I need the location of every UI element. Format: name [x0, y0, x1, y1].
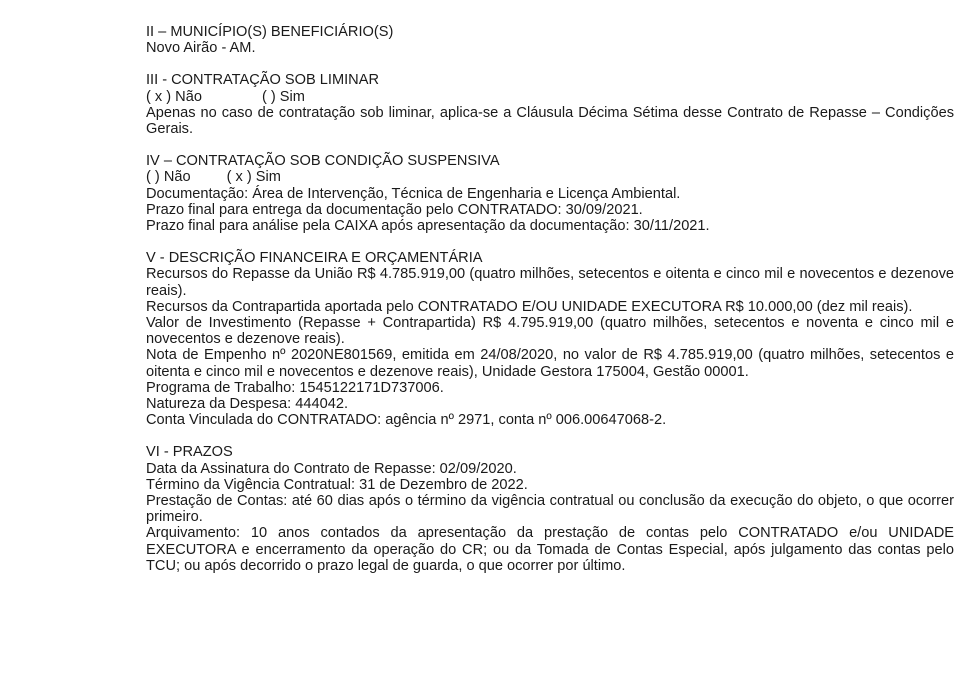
document-body: [146, 24, 954, 590]
valor-investimento-paragraph: Valor de Investimento (Repasse + Contrapartida) R$ 4.795.919,00 (quatro milhões, setecentos e noventa e cinco mil e novecentos e dezenove reais).: [146, 315, 954, 348]
data-assinatura-line: Data da Assinatura do Contrato de Repasse: 02/09/2020.: [146, 460, 517, 477]
prazo-entrega-line: Prazo final para entrega da documentação pelo CONTRATADO: 30/09/2021.: [146, 201, 643, 218]
section-heading: VI - PRAZOS: [146, 444, 233, 461]
option-nao: ( ) Não: [146, 169, 191, 186]
nota-empenho-paragraph: Nota de Empenho nº 2020NE801569, emitida em 24/08/2020, no valor de R$ 4.785.919,00 (quatro milhões, setecentos e oitenta e cinco mil e novecentos e dezenove reais), Unidade Gestora 175004, Gestão 00001.: [146, 347, 954, 380]
section-heading: II – MUNICÍPIO(S) BENEFICIÁRIO(S): [146, 24, 394, 40]
section-heading: III - CONTRATAÇÃO SOB LIMINAR: [146, 72, 379, 89]
prestacao-contas-paragraph: Prestação de Contas: até 60 dias após o término da vigência contratual ou conclusão da execução do objeto, o que ocorrer primeiro.: [146, 493, 954, 526]
options-row: [146, 89, 954, 105]
municipio-text: Novo Airão - AM.: [146, 40, 256, 57]
arquivamento-paragraph: Arquivamento: 10 anos contados da apresentação da prestação de contas pelo CONTRATADO e/ou UNIDADE EXECUTORA e encerramento da operação do CR; ou da Tomada de Contas Especial, após julgamento das contas pelo TCU; ou após decorrido o prazo legal de guarda, o que ocorrer por último.: [146, 525, 954, 574]
section-descricao-financeira: [146, 250, 954, 428]
option-sim: ( x ) Sim: [226, 169, 281, 186]
option-nao: ( x ) Não: [146, 88, 202, 105]
prazo-analise-line: Prazo final para análise pela CAIXA após apresentação da documentação: 30/11/2021.: [146, 218, 710, 235]
section-condicao-suspensiva: [146, 153, 954, 234]
liminar-paragraph: Apenas no caso de contratação sob liminar, aplica-se a Cláusula Décima Sétima desse Contrato de Repasse – Condições Gerais.: [146, 104, 954, 138]
section-prazos: [146, 444, 954, 574]
termino-vigencia-line: Término da Vigência Contratual: 31 de Dezembro de 2022.: [146, 476, 528, 493]
recursos-repasse-paragraph: Recursos do Repasse da União R$ 4.785.919,00 (quatro milhões, setecentos e oitenta e cinco mil e novecentos e dezenove reais).: [146, 266, 954, 299]
natureza-despesa-line: Natureza da Despesa: 444042.: [146, 396, 349, 413]
section-contratacao-liminar: [146, 72, 954, 137]
options-row: [146, 169, 954, 185]
conta-vinculada-line: Conta Vinculada do CONTRATADO: agência nº 2971, conta nº 006.00647068-2.: [146, 412, 667, 429]
section-heading: IV – CONTRATAÇÃO SOB CONDIÇÃO SUSPENSIVA: [146, 153, 500, 170]
programa-trabalho-line: Programa de Trabalho: 1545122171D737006.: [146, 379, 444, 396]
documentacao-line: Documentação: Área de Intervenção, Técnica de Engenharia e Licença Ambiental.: [146, 185, 681, 202]
recursos-contrapartida-paragraph: Recursos da Contrapartida aportada pelo CONTRATADO E/OU UNIDADE EXECUTORA R$ 10.000,00 (dez mil reais).: [146, 298, 913, 315]
section-municipios: [146, 24, 954, 56]
option-sim: ( ) Sim: [261, 88, 305, 105]
section-heading: V - DESCRIÇÃO FINANCEIRA E ORÇAMENTÁRIA: [146, 250, 483, 267]
